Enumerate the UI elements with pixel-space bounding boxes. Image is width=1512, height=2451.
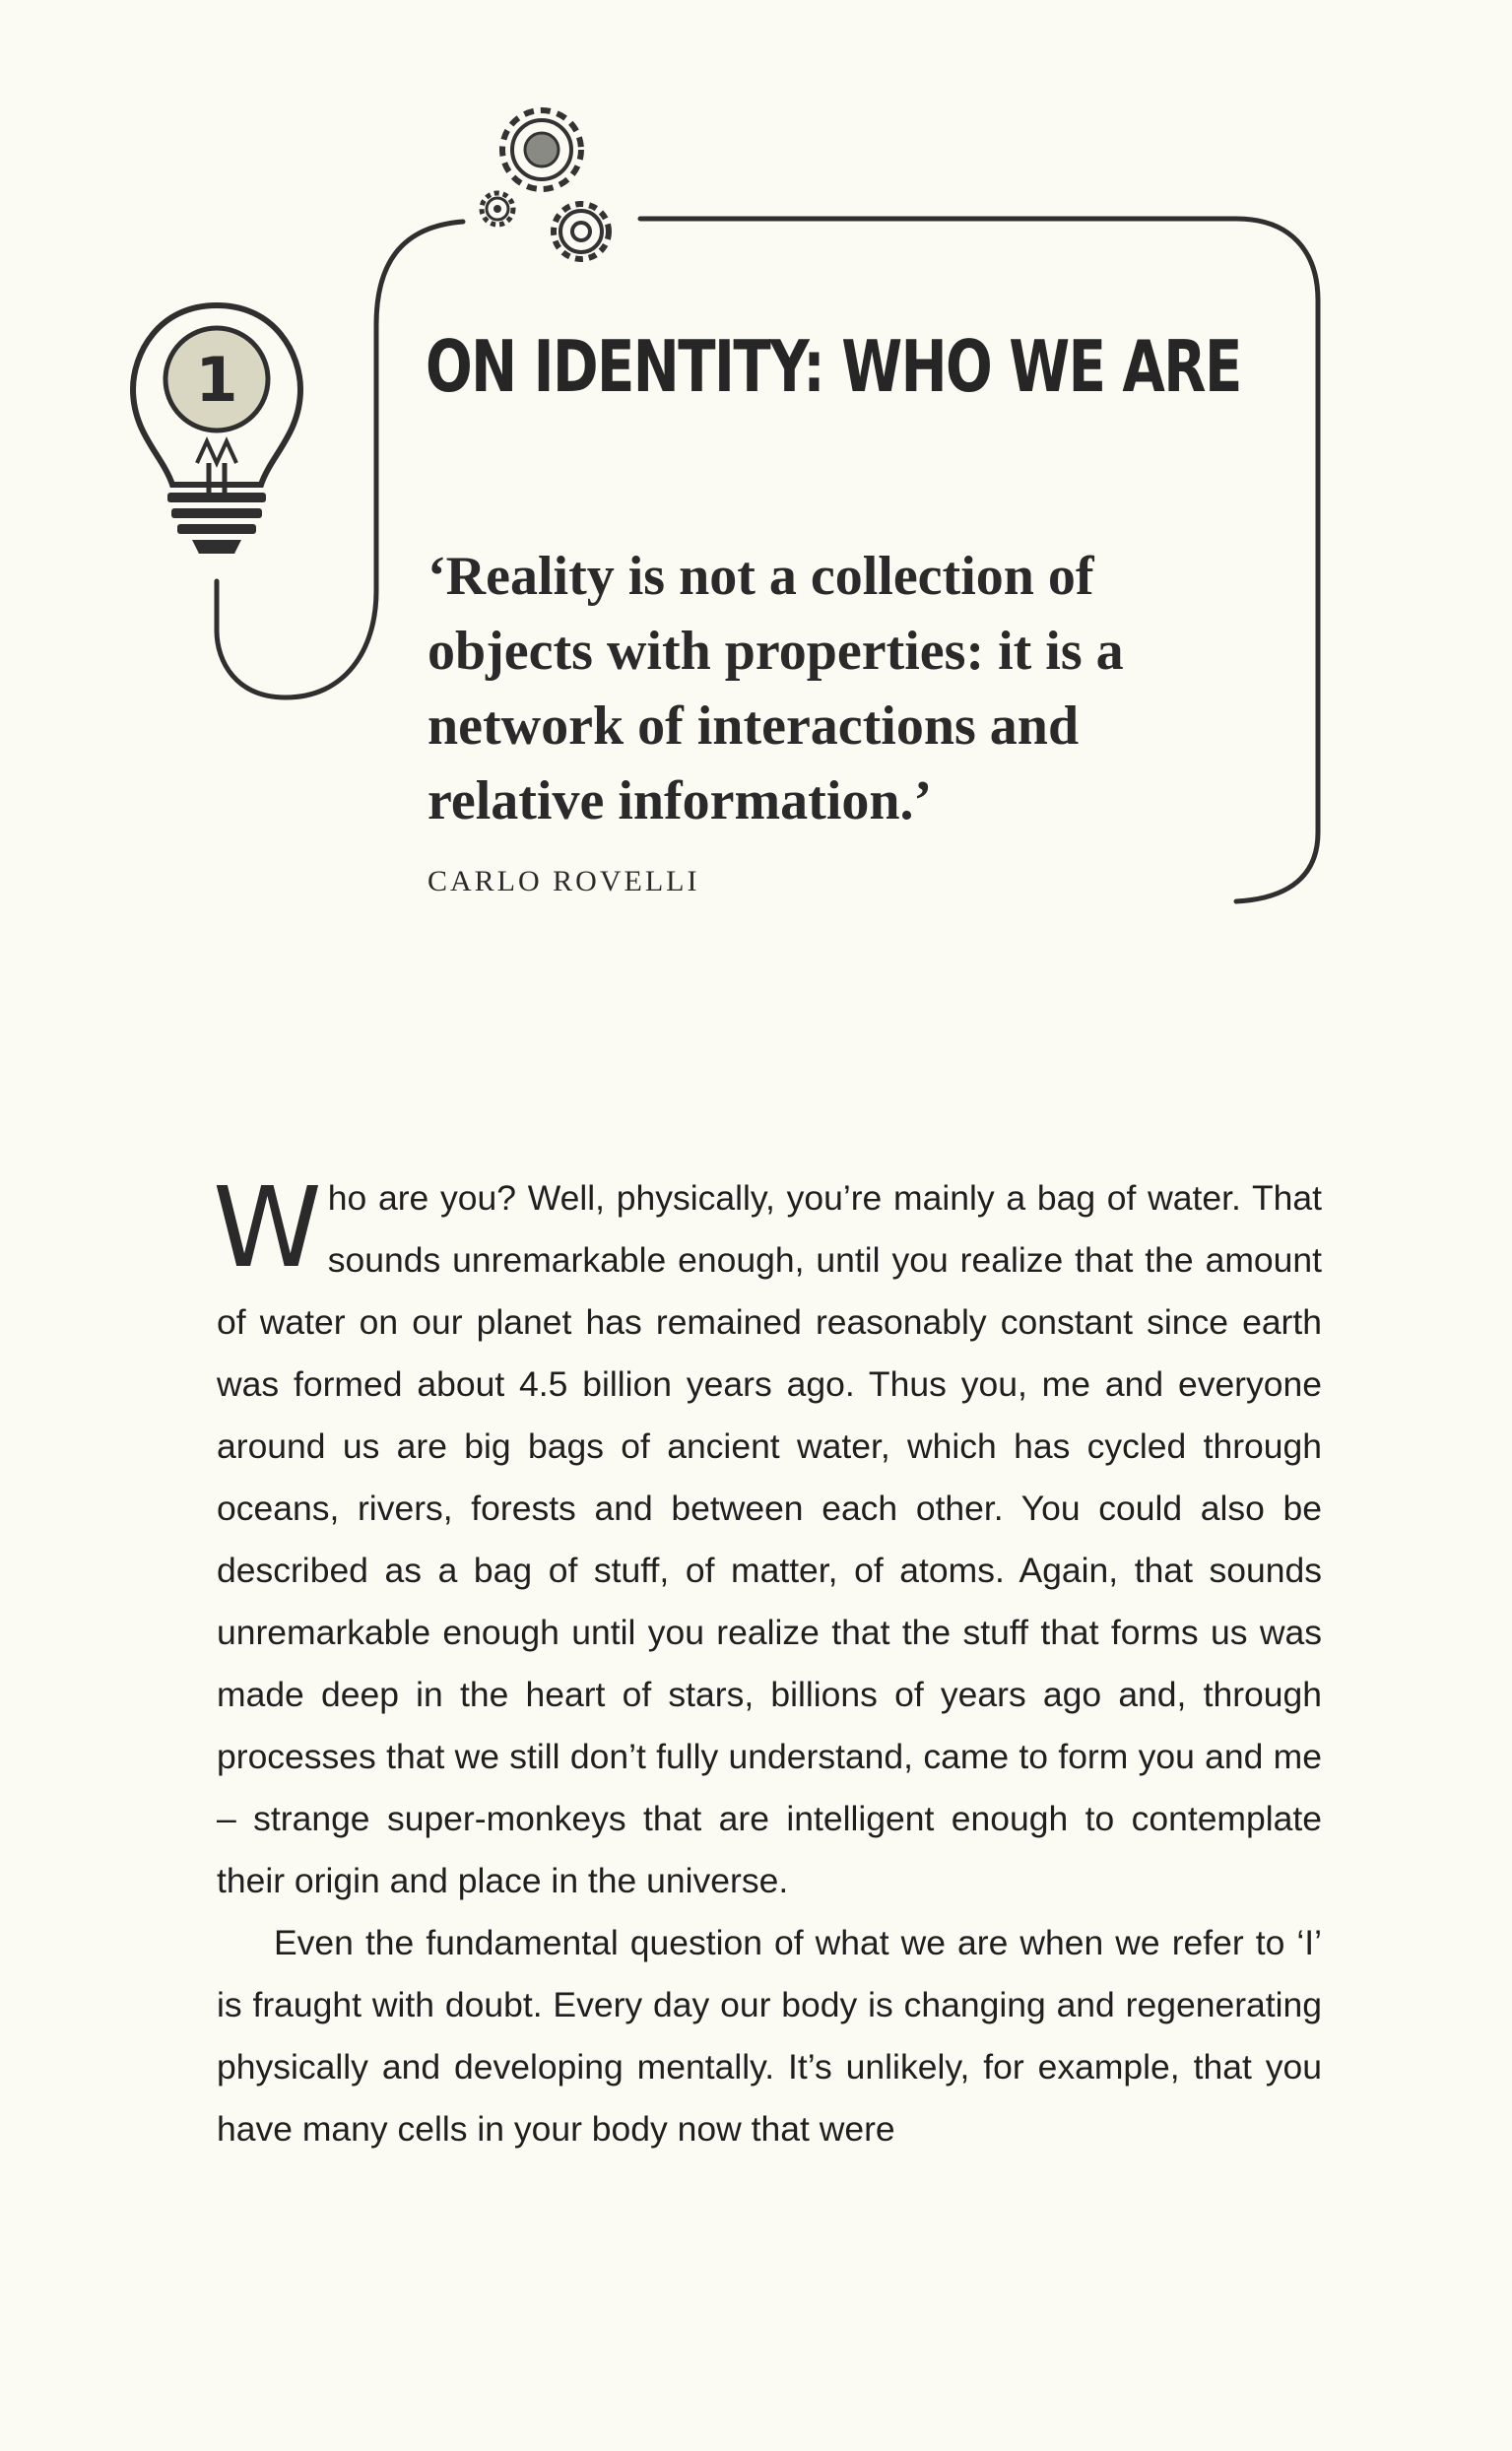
gear-icon bbox=[554, 204, 609, 259]
lightbulb-icon bbox=[133, 305, 300, 554]
paragraph: Even the fundamental question of what we are when we refer to ‘I’ is fraught with doubt. Every day our body is changing and regenerating physically and developing mentally. It’s unlikely, for example, that you have many cells in your body now that were bbox=[217, 1923, 1322, 2149]
gear-icon bbox=[502, 110, 581, 189]
body-text bbox=[213, 1164, 1322, 2160]
chapter-title: ON IDENTITY: WHO WE ARE bbox=[426, 325, 1241, 408]
epigraph-quote: ‘Reality is not a collection of objects with properties: it is a network of interactions and relative information.’ bbox=[427, 546, 1124, 831]
paragraph bbox=[213, 1164, 1322, 1912]
paragraph-text: ho are you? Well, physically, you’re mainly a bag of water. That sounds unremarkable enough, until you realize that the amount of water on our planet has remained reasonably constant since earth was formed about 4.5 billion years ago. Thus you, me and everyone around us are big bags of ancient water, which has cycled through oceans, rivers, forests and between each other. You could also be described as a bag of stuff, of matter, of atoms. Again, that sounds unremarkable enough until you realize that the stuff that forms us was made deep in the heart of stars, billions of years ago and, through processes that we still don’t fully understand, came to form you and me – strange super-monkeys that are intelligent enough to contemplate their origin and place in the universe. bbox=[217, 1178, 1322, 1900]
chapter-frame-line bbox=[217, 222, 463, 697]
gear-icon bbox=[482, 193, 513, 225]
epigraph-author: CARLO ROVELLI bbox=[427, 865, 700, 897]
drop-cap: W bbox=[213, 1164, 322, 1292]
chapter-number: 1 bbox=[195, 344, 238, 416]
